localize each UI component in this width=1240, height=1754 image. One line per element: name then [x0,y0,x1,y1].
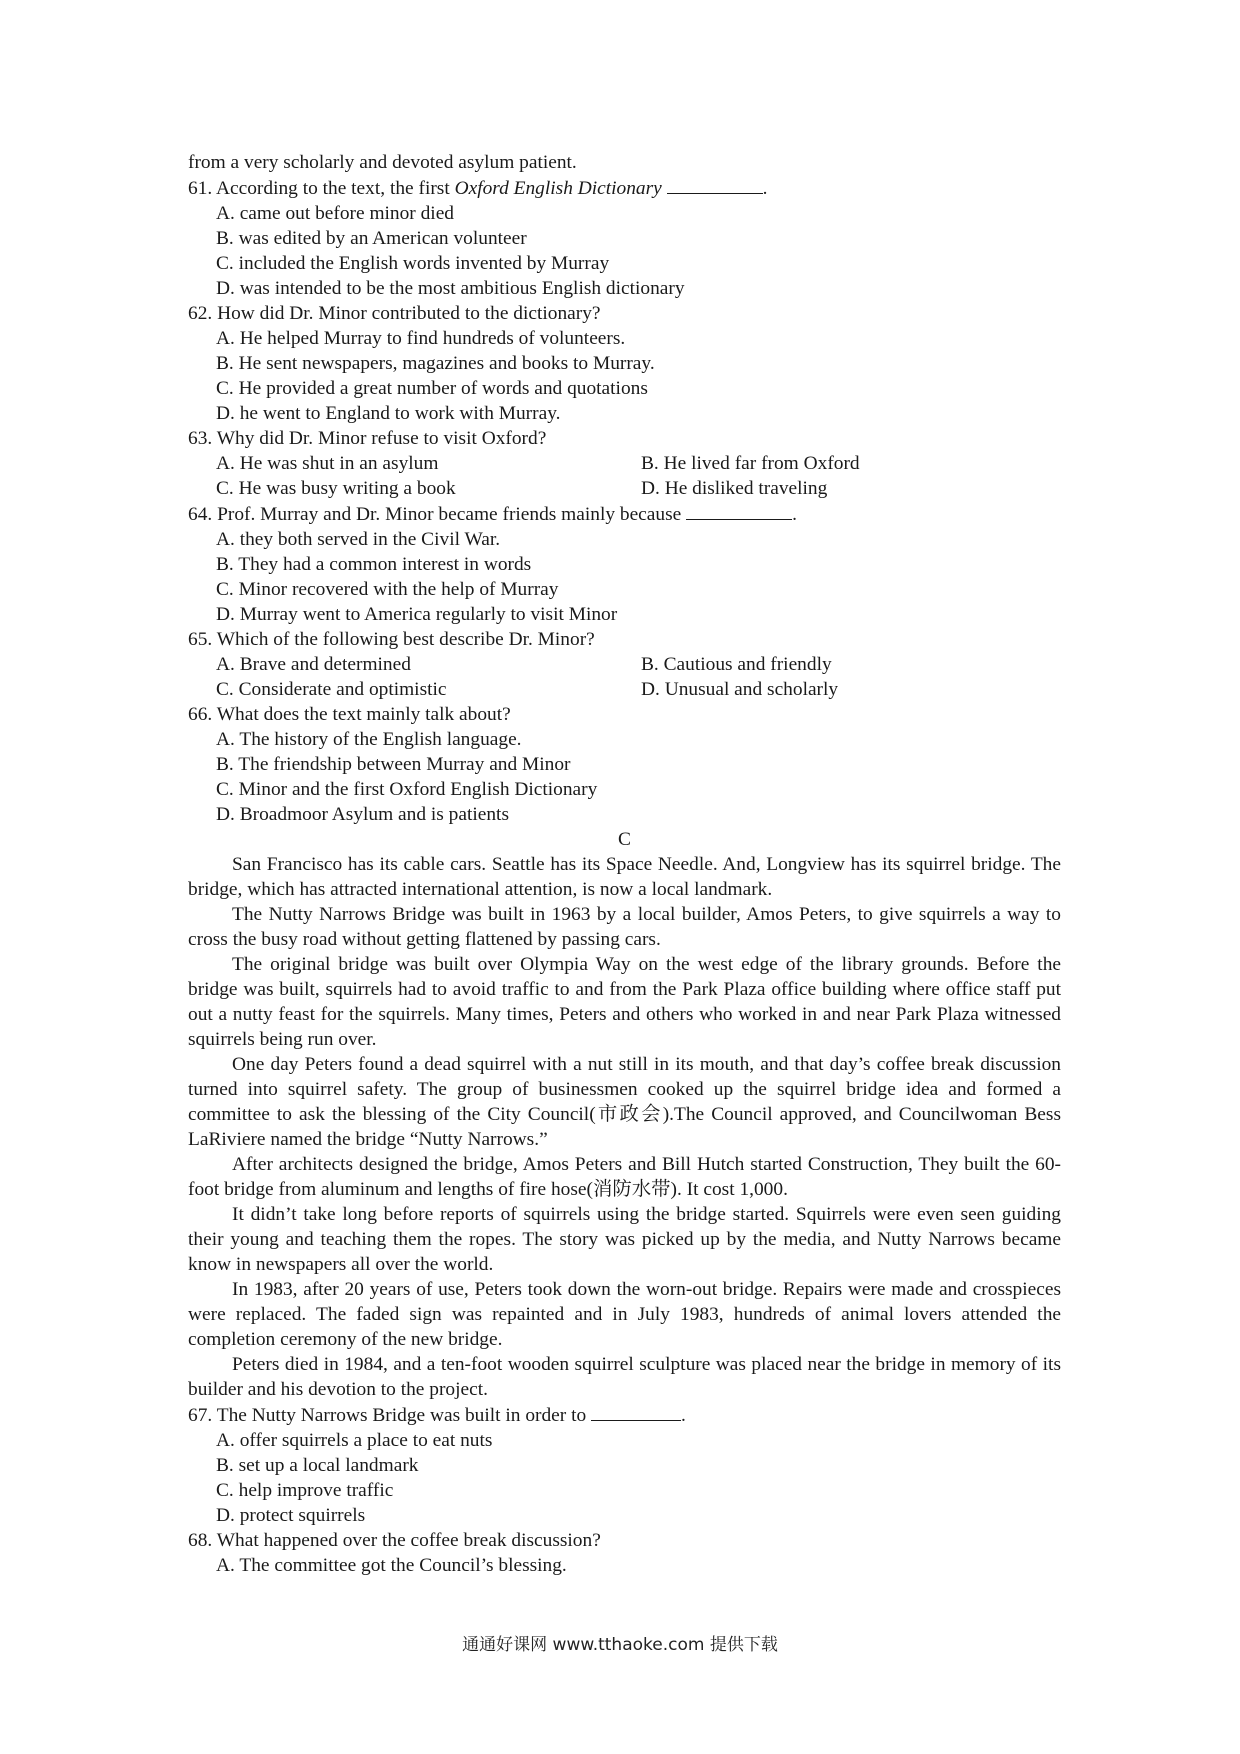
stem-text: 61. According to the text, the first [188,178,455,199]
passage-paragraph: Peters died in 1984, and a ten-foot wooden squirrel sculpture was placed near the bridge in memory of its builder and his devotion to the project. [188,1354,1061,1400]
options-row [188,476,1061,501]
passage-c [188,852,1061,1402]
stem-end: . [792,504,797,525]
passage-paragraph: The Nutty Narrows Bridge was built in 1963 by a local builder, Amos Peters, to give squirrels a way to cross the busy road without getting flattened by passing cars. [188,904,1061,950]
option-b: B. set up a local landmark [216,1455,419,1476]
option-c: C. Considerate and optimistic [216,679,447,700]
question-stem [188,501,1061,527]
question-63 [188,426,1061,501]
question-64 [188,501,1061,627]
option-d: D. was intended to be the most ambitious English dictionary [216,278,685,299]
stem-end: . [681,1405,686,1426]
question-66 [188,702,1061,827]
option-a: A. He helped Murray to find hundreds of volunteers. [216,328,626,349]
question-62 [188,301,1061,426]
question-stem: 62. How did Dr. Minor contributed to the dictionary? [188,303,601,324]
option-c: C. Minor recovered with the help of Murray [216,579,559,600]
answer-blank [686,501,792,520]
stem-text: 67. The Nutty Narrows Bridge was built in order to [188,1405,587,1426]
option-b: B. He lived far from Oxford [641,453,860,474]
option-d: D. Broadmoor Asylum and is patients [216,804,509,825]
option-a: A. The committee got the Council’s blessing. [216,1555,567,1576]
document-page [188,150,1061,1578]
option-c: C. help improve traffic [216,1480,394,1501]
answer-blank [667,175,763,194]
option-b: B. He sent newspapers, magazines and books to Murray. [216,353,655,374]
option-a: A. came out before minor died [216,203,454,224]
question-stem: 68. What happened over the coffee break discussion? [188,1530,601,1551]
option-d: D. Murray went to America regularly to visit Minor [216,604,618,625]
option-c: C. He was busy writing a book [216,478,456,499]
option-c: C. included the English words invented by Murray [216,253,610,274]
passage-paragraph: After architects designed the bridge, Amos Peters and Bill Hutch started Construction, They built the 60-foot bridge from aluminum and lengths of fire hose(消防水带). It cost 1,000. [188,1154,1061,1200]
continuation-line: from a very scholarly and devoted asylum patient. [188,152,577,173]
option-c: C. He provided a great number of words and quotations [216,378,648,399]
question-stem [188,1402,1061,1428]
passage-paragraph: It didn’t take long before reports of squirrels using the bridge started. Squirrels were even seen guiding their young and teaching them the ropes. The story was picked up by the media, and Nutty Narrows became know in newspapers all over the world. [188,1204,1061,1275]
options-row [188,677,1061,702]
stem-end: . [762,178,768,199]
stem-italic-title: Oxford English Dictionary [454,178,662,199]
passage-paragraph: In 1983, after 20 years of use, Peters took down the worn-out bridge. Repairs were made and crosspieces were replaced. The faded sign was repainted and in July 1983, hundreds of animal lovers attended the completion ceremony of the new bridge. [188,1279,1061,1350]
passage-paragraph: One day Peters found a dead squirrel with a nut still in its mouth, and that day’s coffee break discussion turned into squirrel safety. The group of businessmen cooked up the squirrel bridge idea and formed a committee to ask the blessing of the City Council(市政会).The Council approved, and Councilwoman Bess LaRiviere named the bridge “Nutty Narrows.” [188,1054,1061,1150]
option-a: A. The history of the English language. [216,729,522,750]
option-c: C. Minor and the first Oxford English Dictionary [216,779,598,800]
question-stem: 63. Why did Dr. Minor refuse to visit Oxford? [188,428,547,449]
option-b: B. Cautious and friendly [641,654,832,675]
option-b: B. was edited by an American volunteer [216,228,527,249]
question-68 [188,1528,1061,1578]
page-footer: 通通好课网 www.tthaoke.com 提供下载 [462,1635,778,1655]
option-b: B. The friendship between Murray and Minor [216,754,571,775]
option-a: A. He was shut in an asylum [216,453,439,474]
question-61 [188,175,1061,301]
option-d: D. He disliked traveling [641,478,828,499]
option-a: A. they both served in the Civil War. [216,529,501,550]
options-row [188,652,1061,677]
section-heading: C [618,829,631,850]
option-b: B. They had a common interest in words [216,554,532,575]
question-65 [188,627,1061,702]
question-stem: 65. Which of the following best describe Dr. Minor? [188,629,595,650]
question-stem: 66. What does the text mainly talk about? [188,704,511,725]
answer-blank [591,1402,681,1421]
option-d: D. Unusual and scholarly [641,679,839,700]
options-row [188,451,1061,476]
stem-text: 64. Prof. Murray and Dr. Minor became friends mainly because [188,504,682,525]
question-67 [188,1402,1061,1528]
option-a: A. Brave and determined [216,654,411,675]
question-stem [188,175,1061,201]
option-d: D. protect squirrels [216,1505,366,1526]
passage-paragraph: San Francisco has its cable cars. Seattle has its Space Needle. And, Longview has its squirrel bridge. The bridge, which has attracted international attention, is now a local landmark. [188,854,1061,900]
passage-paragraph: The original bridge was built over Olympia Way on the west edge of the library grounds. Before the bridge was built, squirrels had to avoid traffic to and from the Park Plaza office building where office staff put out a nutty feast for the squirrels. Many times, Peters and others who worked in and near Park Plaza witnessed squirrels being run over. [188,954,1061,1050]
option-a: A. offer squirrels a place to eat nuts [216,1430,493,1451]
option-d: D. he went to England to work with Murray. [216,403,561,424]
